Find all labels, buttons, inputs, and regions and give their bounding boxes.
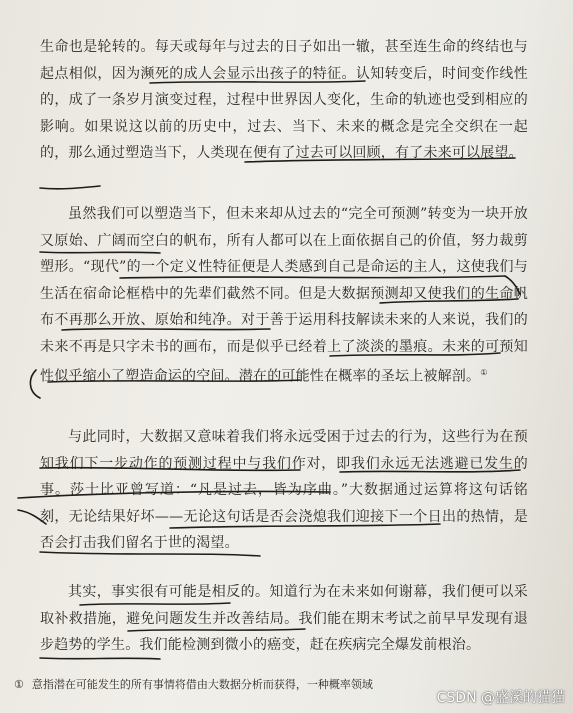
footnote-mark: ①	[14, 678, 24, 691]
watermark: CSDN @盛溪的猫猫	[436, 690, 565, 706]
underline-mark	[30, 370, 40, 398]
footnote-text: 意指潜在可能发生的所有事情将借由大数据分析而获得，一种概率领域	[31, 678, 373, 691]
underline-mark	[40, 186, 100, 189]
paragraph-2	[40, 201, 528, 390]
footnote-reference: ①	[480, 368, 488, 377]
paragraph-4: 其实，事实很有可能是相反的。知道行为在未来如何谢幕，我们便可以采取补救措施，避免问题发生并改善结局。我们能在期末考试之前早早发现有退步趋势的学生。我们能检测到微小的癌变，赶在疾病完全爆发前根治。	[40, 584, 528, 653]
paragraph-1: 生命也是轮转的。每天或每年与过去的日子如出一辙，甚至连生命的终结也与起点相似，因为濒死的成人会显示出孩子的特征。认知转变后，时间变作线性的，成了一条岁月演变过程，过程中世界因人变化，生命的轨迹也受到相应的影响。如果说这以前的历史中，过去、当下、未来的概念是完全交织在一起的，那么通过塑造当下，人类现在便有了过去可以回顾，有了未来可以展望。	[40, 39, 528, 161]
paragraph-3: 与此同时，大数据又意味着我们将永远受困于过去的行为，这些行为在预知我们下一步动作的预测过程中与我们作对，即我们永远无法逃避已发生的事。莎士比亚曾写道：“凡是过去，皆为序曲。”大数据通过运算将这句话铭刻，无论结果好坏——无论这句话是否会浇熄我们迎接下一个日出的热情，是否会打击我们留名于世的渴望。	[40, 429, 528, 551]
footnote	[14, 677, 434, 693]
paragraph-2-text: 虽然我们可以塑造当下，但未来却从过去的“完全可预测”转变为一块开放又原始、广阔而空白的帆布，所有人都可以在上面依据自己的价值，努力裁剪塑形。“现代”的一个定义性特征便是人类感到自己是命运的主人，这使我们与生活在宿命论框梏中的先辈们截然不同。但是大数据预测却又使我们的生命帆布不再那么开放、原始和纯净。对于善于运用科技解读未来的人来说，我们的未来不再是只字未书的画布，而是似乎已经着上了淡淡的墨痕。未来的可预知性似乎缩小了塑造命运的空间。潜在的可能性在概率的圣坛上被解剖。	[40, 206, 528, 385]
